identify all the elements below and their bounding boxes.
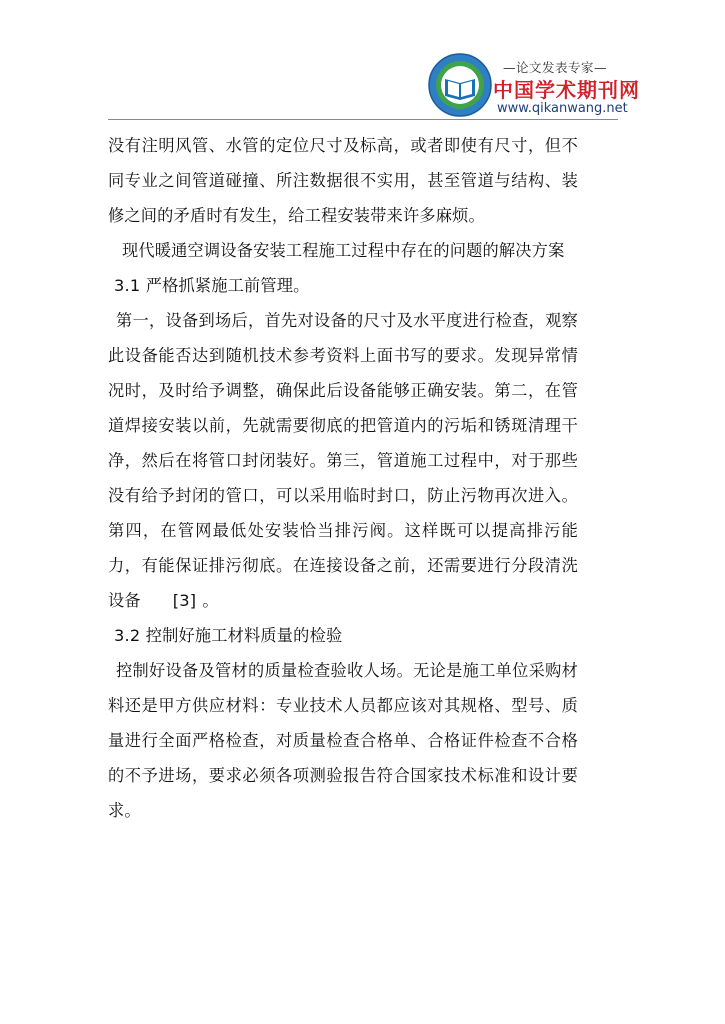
header-divider <box>108 119 618 120</box>
citation-3: [3] <box>172 591 197 610</box>
brand-name: 中国学术期刊网 <box>493 78 640 102</box>
open-book-globe-icon <box>427 52 493 118</box>
paragraph-3-1-text: 第一，设备到场后，首先对设备的尺寸及水平度进行检查，观察此设备能否达到随机技术参考资料上面书写的要求。发现异常情况时，及时给予调整，确保此后设备能够正确安装。第二，在管道焊接安装以前，先就需要彻底的把管道内的污垢和锈斑清理干净，然后在将管口封闭装好。第三，管道施工过程中，对于那些没有给予封闭的管口，可以采用临时封口，防止污物再次进入。第四，在管网最低处安装恰当排污阀。这样既可以提高排污能力，有能保证排污彻底。在连接设备之前，还需要进行分段清洗设备 <box>108 311 578 610</box>
site-url[interactable]: www.qikanwang.net <box>497 101 628 116</box>
document-body <box>108 128 578 828</box>
site-header <box>427 52 640 120</box>
paragraph-continuation: 没有注明风管、水管的定位尺寸及标高，或者即使有尺寸，但不同专业之间管道碰撞、所注数据很不实用，甚至管道与结构、装修之间的矛盾时有发生，给工程安装带来许多麻烦。 <box>108 136 578 225</box>
section-title: 现代暖通空调设备安装工程施工过程中存在的问题的解决方案 <box>122 241 565 260</box>
paragraph-3-1 <box>108 303 578 618</box>
subsection-title-3-2: 3.2 控制好施工材料质量的检验 <box>114 626 343 645</box>
paragraph-3-1-end: 。 <box>202 591 219 610</box>
header-tagline: —论文发表专家— <box>502 60 607 75</box>
subsection-title-3-1: 3.1 严格抓紧施工前管理。 <box>114 276 310 295</box>
paragraph-3-2: 控制好设备及管材的质量检查验收人场。无论是施工单位采购材料还是甲方供应材料：专业技术人员都应该对其规格、型号、质量进行全面严格检查，对质量检查合格单、合格证件检查不合格的不予进场，要求必须各项测验报告符合国家技术标准和设计要求。 <box>108 661 578 820</box>
